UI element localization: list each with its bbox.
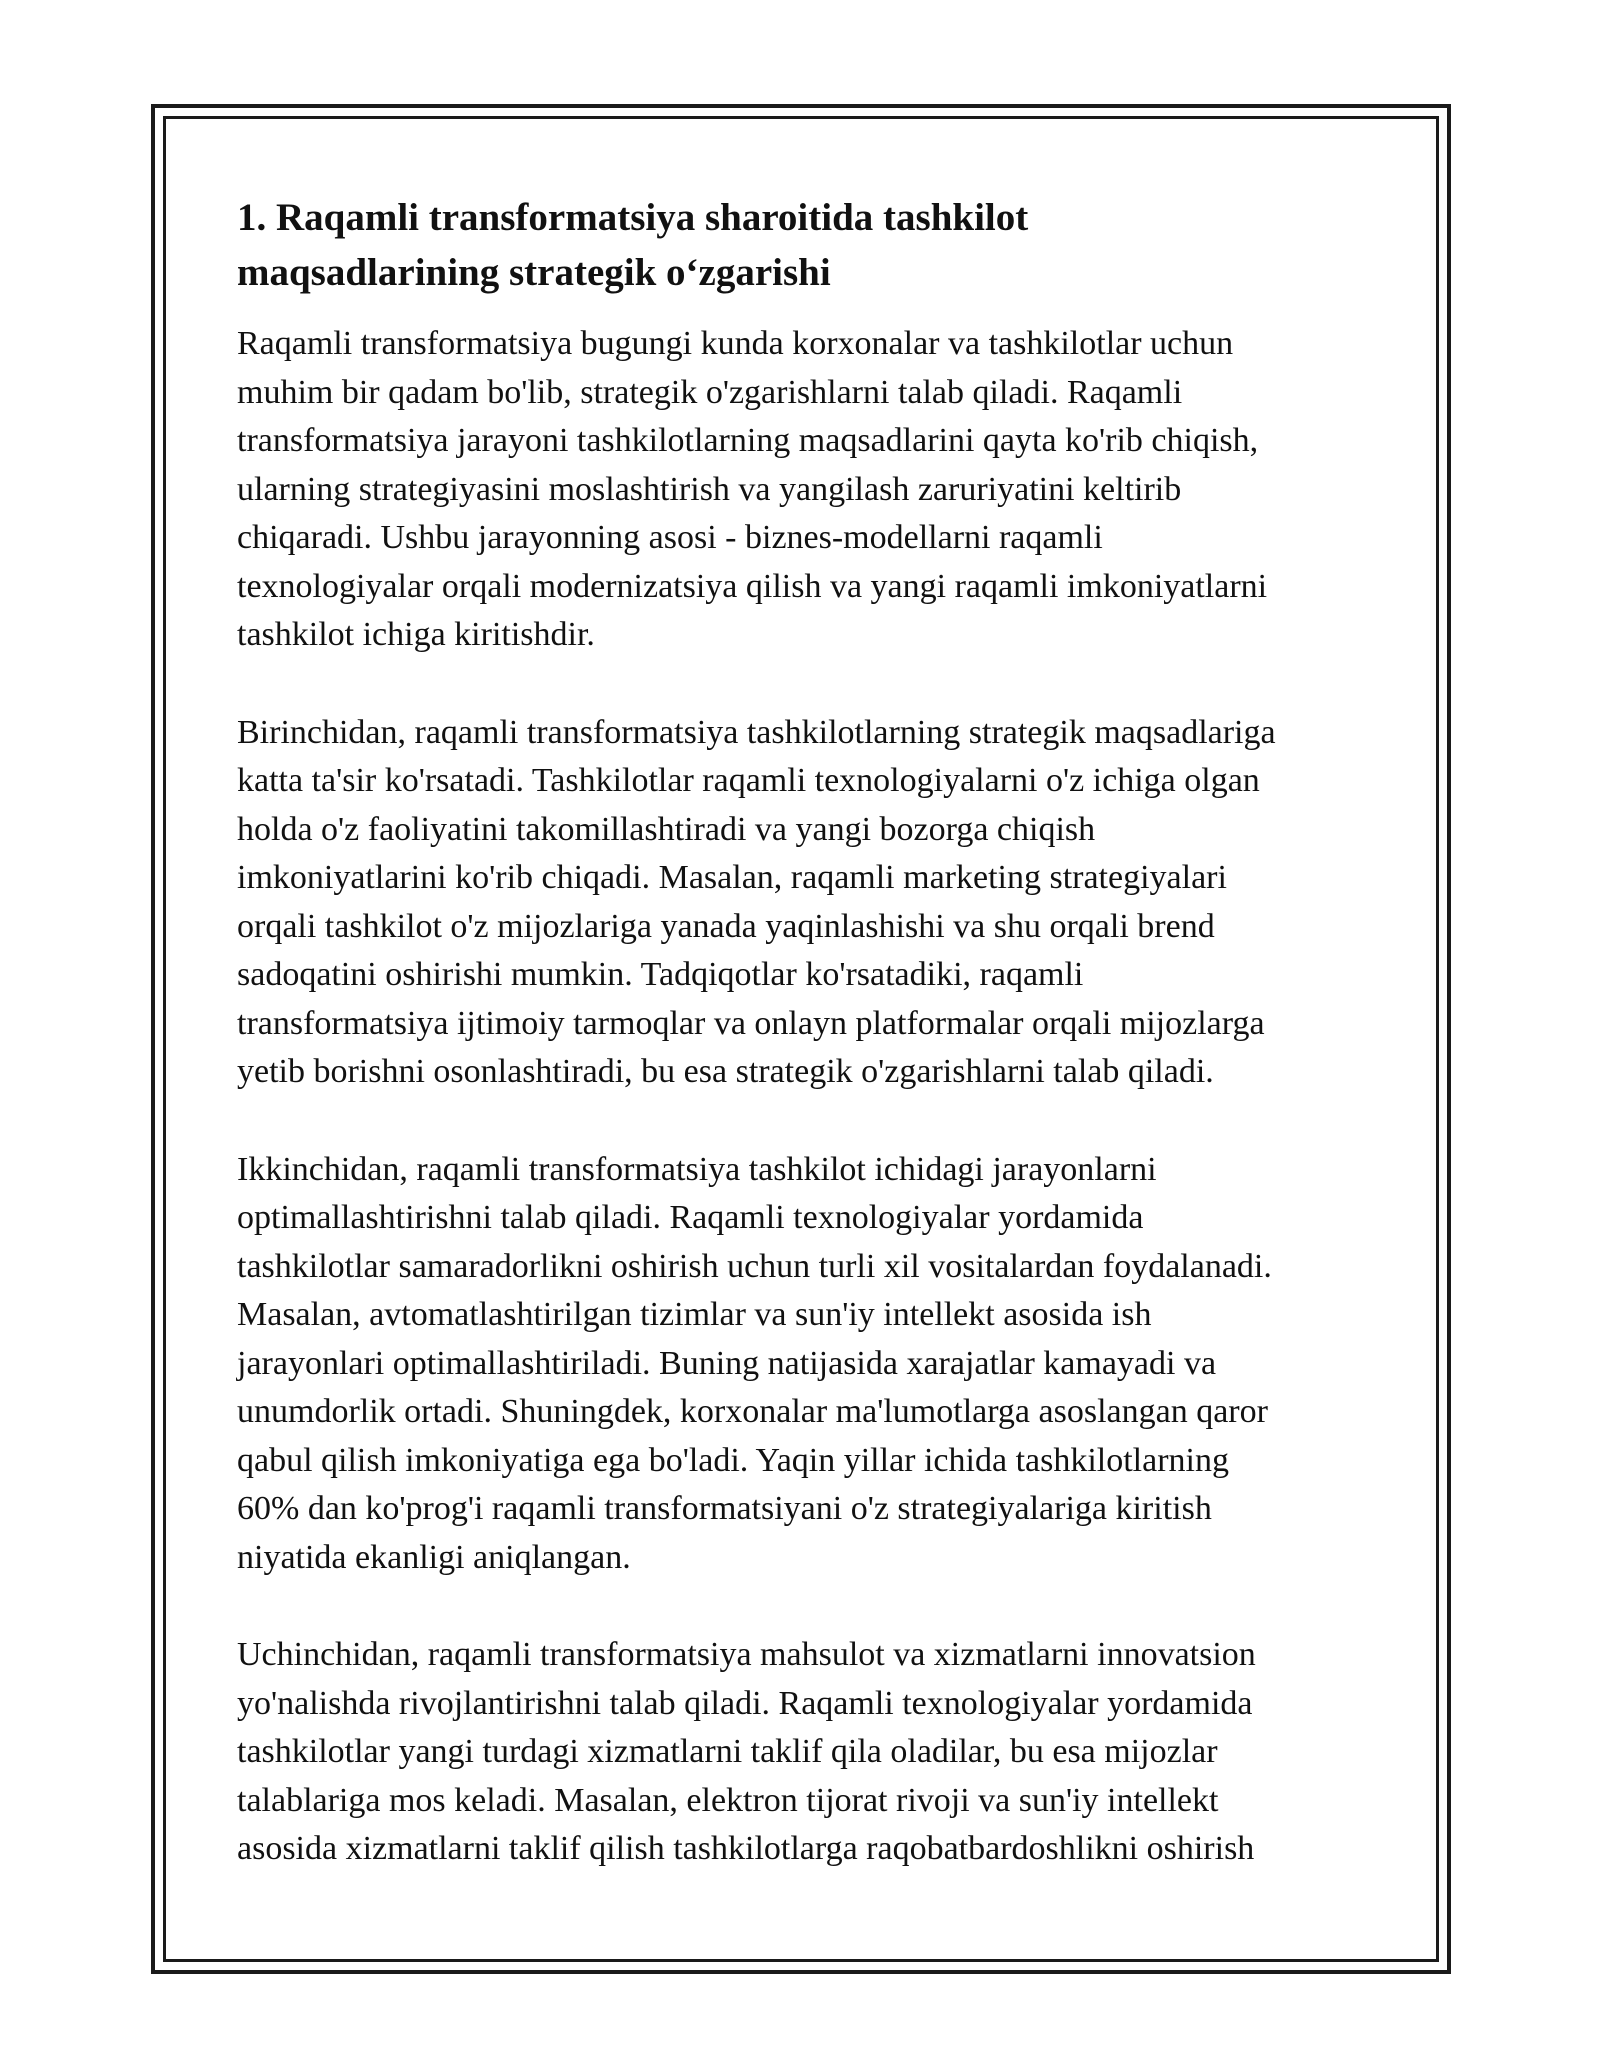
text-line: Uchinchidan, raqamli transformatsiya mahsulot va xizmatlarni innovatsion [237, 1636, 1256, 1673]
text-line: sadoqatini oshirishi mumkin. Tadqiqotlar ko'rsatadiki, raqamli [237, 956, 1084, 993]
text-line: tashkilot ichiga kiritishdir. [237, 616, 595, 653]
document-body [237, 190, 1377, 1923]
text-line: jarayonlari optimallashtiriladi. Buning natijasida xarajatlar kamayadi va [237, 1344, 1217, 1382]
text-line: yetib borishni osonlashtiradi, bu esa strategik o'zgarishlarni talab qiladi. [237, 1053, 1214, 1090]
text-line: chiqaradi. Ushbu jarayonning asosi - biznes-modellarni raqamli [237, 519, 1103, 556]
text-line: orqali tashkilot o'z mijozlariga yanada yaqinlashishi va shu orqali brend [237, 907, 1215, 945]
text-line: transformatsiya ijtimoiy tarmoqlar va onlayn platformalar orqali mijozlarga [237, 1004, 1265, 1042]
text-line: transformatsiya jarayoni tashkilotlarning maqsadlarini qayta ko'rib chiqish, [237, 422, 1259, 459]
text-line: tashkilotlar samaradorlikni oshirish uchun turli xil vositalardan foydalanadi. [237, 1247, 1272, 1285]
text-line: holda o'z faoliyatini takomillashtiradi va yangi bozorga chiqish [237, 810, 1096, 848]
heading-line: maqsadlarining strategik oʻzgarishi [237, 251, 831, 294]
paragraph-intro [237, 320, 1377, 660]
text-line: Ikkinchidan, raqamli transformatsiya tashkilot ichidagi jarayonlarni [237, 1150, 1157, 1188]
text-line: muhim bir qadam bo'lib, strategik o'zgarishlarni talab qiladi. Raqamli [237, 373, 1183, 411]
paragraph-second [237, 1146, 1377, 1583]
paragraph-first [237, 709, 1377, 1097]
text-line: imkoniyatlarini ko'rib chiqadi. Masalan, raqamli marketing strategiyalari [237, 859, 1227, 896]
text-line: Birinchidan, raqamli transformatsiya tashkilotlarning strategik maqsadlariga [237, 713, 1276, 751]
text-line: Raqamli transformatsiya bugungi kunda korxonalar va tashkilotlar uchun [237, 325, 1234, 362]
paragraph-third [237, 1631, 1377, 1874]
text-line: yo'nalishda rivojlantirishni talab qiladi. Raqamli texnologiyalar yordamida [237, 1684, 1253, 1722]
text-line: optimallashtirishni talab qiladi. Raqamli texnologiyalar yordamida [237, 1199, 1144, 1236]
text-line: tashkilotlar yangi turdagi xizmatlarni taklif qila oladilar, bu esa mijozlar [237, 1733, 1218, 1770]
text-line: asosida xizmatlarni taklif qilish tashkilotlarga raqobatbardoshlikni oshirish [237, 1830, 1255, 1867]
text-line: katta ta'sir ko'rsatadi. Tashkilotlar raqamli texnologiyalarni o'z ichiga olgan [237, 762, 1260, 799]
text-line: talablariga mos keladi. Masalan, elektron tijorat rivoji va sun'iy intellekt [237, 1781, 1219, 1819]
heading-line: 1. Raqamli transformatsiya sharoitida tashkilot [237, 196, 1029, 239]
text-line: qabul qilish imkoniyatiga ega bo'ladi. Yaqin yillar ichida tashkilotlarning [237, 1441, 1229, 1479]
text-line: unumdorlik ortadi. Shuningdek, korxonalar ma'lumotlarga asoslangan qaror [237, 1393, 1268, 1430]
text-line: Masalan, avtomatlashtirilgan tizimlar va sun'iy intellekt asosida ish [237, 1296, 1152, 1333]
section-heading [237, 190, 1377, 300]
text-line: texnologiyalar orqali modernizatsiya qilish va yangi raqamli imkoniyatlarni [237, 567, 1268, 605]
text-line: 60% dan ko'prog'i raqamli transformatsiyani o'z strategiyalariga kiritish [237, 1490, 1212, 1527]
text-line: niyatida ekanligi aniqlangan. [237, 1538, 631, 1576]
text-line: ularning strategiyasini moslashtirish va yangilash zaruriyatini keltirib [237, 470, 1182, 508]
